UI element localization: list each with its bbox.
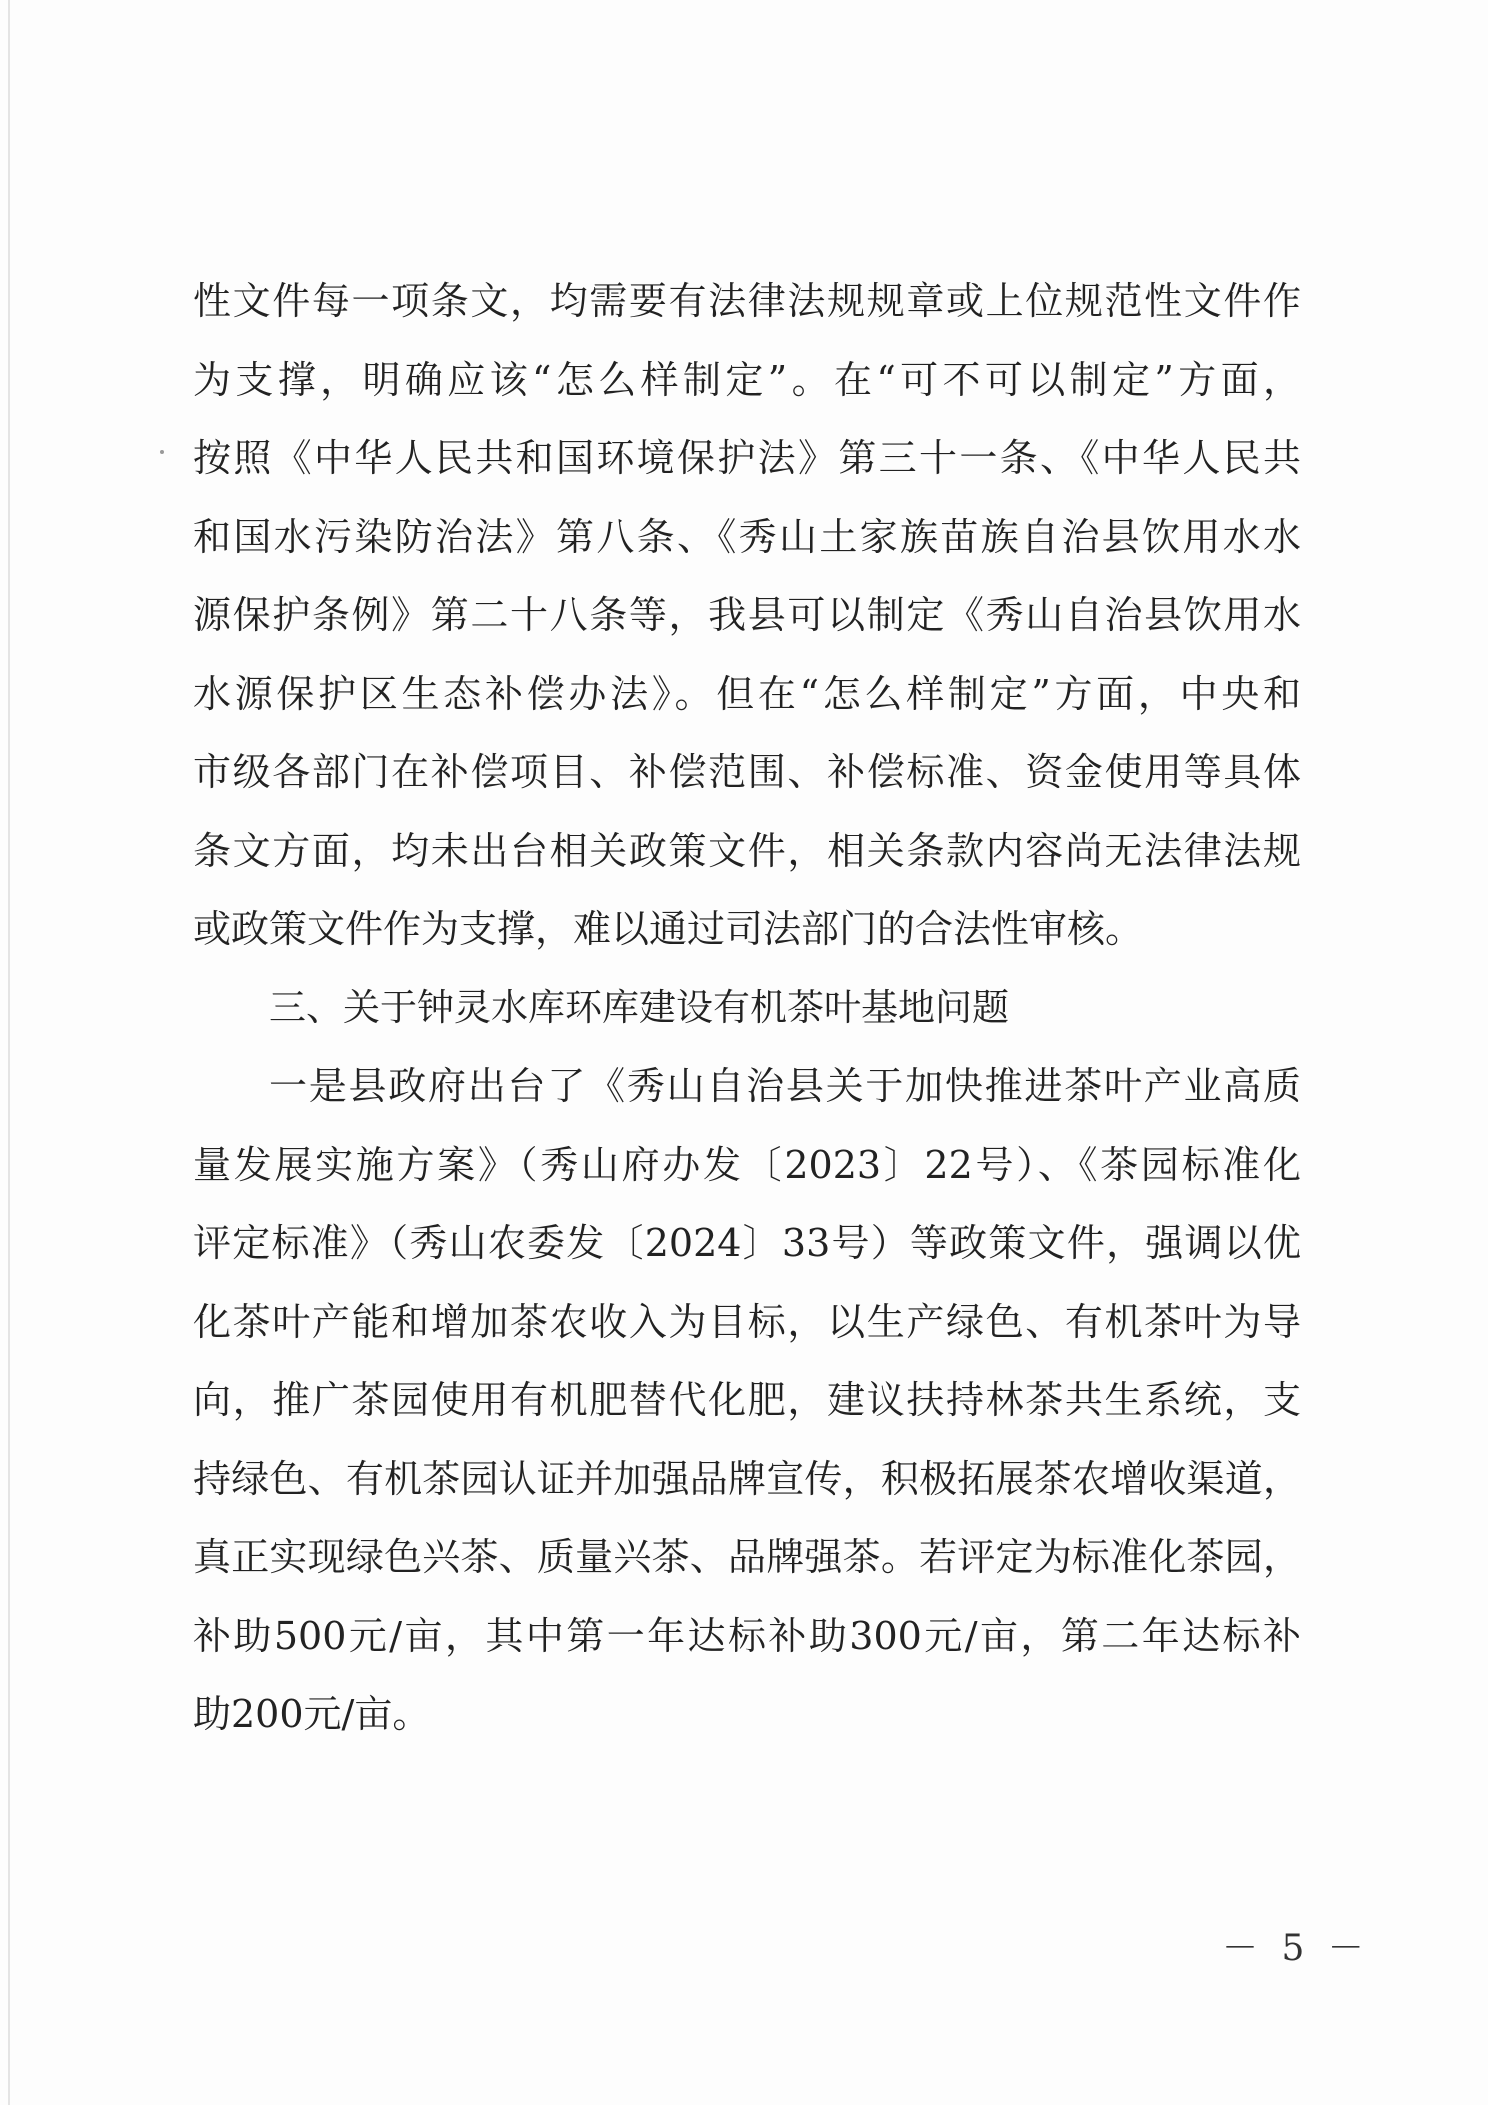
paragraph-line: 持绿色、有机茶园认证并加强品牌宣传，积极拓展茶农增收渠道， xyxy=(193,1456,1301,1501)
paragraph-line: 真正实现绿色兴茶、质量兴茶、品牌强茶。若评定为标准化茶园， xyxy=(193,1535,1301,1579)
scan-edge-line xyxy=(8,0,10,2105)
page-number: － 5 － xyxy=(1222,1928,1370,1969)
paragraph-line: 评定标准》（秀山农委发〔2024〕33号）等政策文件，强调以优 xyxy=(193,1221,1301,1265)
paragraph-line: 助200元/亩。 xyxy=(193,1692,431,1736)
margin-mark xyxy=(160,450,164,454)
paragraph-line: 条文方面，均未出台相关政策文件，相关条款内容尚无法律法规 xyxy=(193,828,1301,873)
paragraph-line: 按照《中华人民共和国环境保护法》第三十一条、《中华人民共 xyxy=(193,436,1301,480)
paragraph-line: 性文件每一项条文，均需要有法律法规规章或上位规范性文件作 xyxy=(193,279,1301,323)
section-heading: 三、关于钟灵水库环库建设有机茶叶基地问题 xyxy=(269,985,1009,1029)
paragraph-line: 水源保护区生态补偿办法》。但在“怎么样制定”方面，中央和 xyxy=(193,671,1301,716)
paragraph-line: 补助500元/亩，其中第一年达标补助300元/亩，第二年达标补 xyxy=(193,1613,1301,1658)
paragraph-line: 化茶叶产能和增加茶农收入为目标，以生产绿色、有机茶叶为导 xyxy=(193,1299,1301,1344)
paragraph-line: 和国水污染防治法》第八条、《秀山土家族苗族自治县饮用水水 xyxy=(193,514,1301,559)
paragraph-line: 量发展实施方案》（秀山府办发〔2023〕22号）、《茶园标准化 xyxy=(193,1142,1301,1187)
paragraph-line: 源保护条例》第二十八条等，我县可以制定《秀山自治县饮用水 xyxy=(193,593,1301,637)
body-text xyxy=(193,262,1301,1754)
paragraph-line: 一是县政府出台了《秀山自治县关于加快推进茶叶产业高质 xyxy=(269,1064,1301,1108)
paragraph-line: 市级各部门在补偿项目、补偿范围、补偿标准、资金使用等具体 xyxy=(193,750,1301,794)
paragraph-line: 向，推广茶园使用有机肥替代化肥，建议扶持林茶共生系统，支 xyxy=(193,1378,1301,1422)
paragraph-line: 为支撑，明确应该“怎么样制定”。在“可不可以制定”方面， xyxy=(193,357,1301,402)
paragraph-line: 或政策文件作为支撑，难以通过司法部门的合法性审核。 xyxy=(193,907,1144,951)
